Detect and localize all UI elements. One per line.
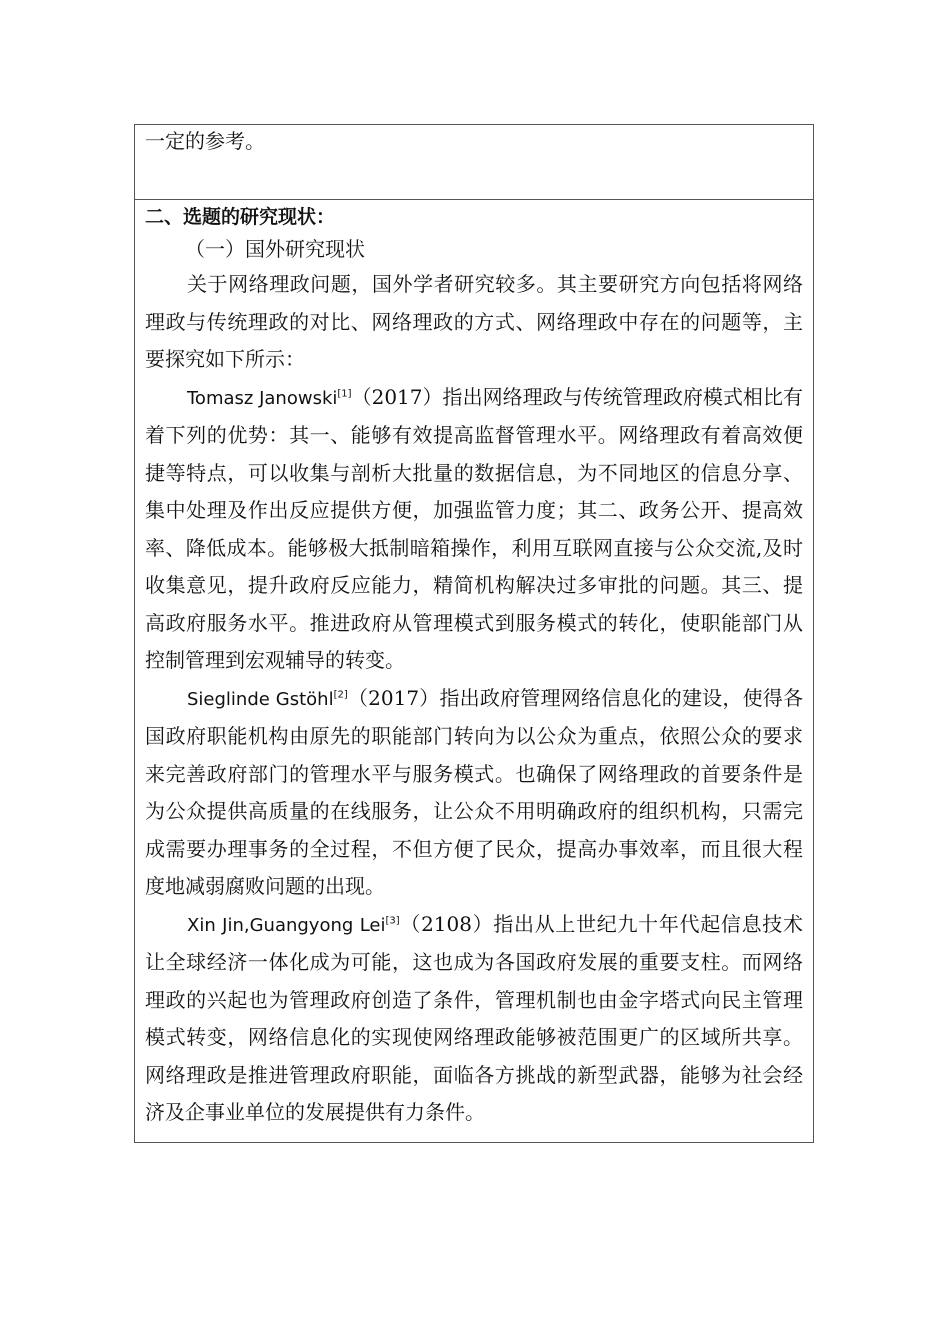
table-cell-previous (135, 125, 813, 200)
intro-paragraph: 关于网络理政问题，国外学者研究较多。其主要研究方向包括将网络理政与传统理政的对比、网络理政的方式、网络理政中存在的问题等，主要探究如下所示： (145, 272, 803, 371)
paragraph-text: （2017）指出网络理政与传统管理政府模式相比有着下列的优势：其一、能够有效提高监督管理水平。网络理政有着高效便捷等特点，可以收集与剖析大批量的数据信息，为不同地区的信息分享、集中处理及作出反应提供方便，加强监管力度；其二、政务公开、提高效率、降低成本。能够极大抵制暗箱操作，利用互联网直接与公众交流,及时收集意见，提升政府反应能力，精简机构解决过多审批的问题。其三、提高政府服务水平。推进政府从管理模式到服务模式的转化，使职能部门从控制管理到宏观辅导的转变。 (145, 384, 803, 672)
paragraph-text: （2017）指出政府管理网络信息化的建设，使得各国政府职能机构由原先的职能部门转向为以公众为重点，依照公众的要求来完善政府部门的管理水平与服务模式。也确保了网络理政的首要条件是为公众提供高质量的在线服务，让公众不用明确政府的组织机构，只需完成需要办理事务的全过程，不但方便了民众，提高办事效率，而且很大程度地减弱腐败问题的出现。 (145, 685, 803, 898)
citation-ref: [2] (333, 688, 348, 700)
paragraph-gstohl (145, 680, 803, 906)
author-name: Xin Jin,Guangyong Lei (187, 914, 386, 936)
proposal-table (134, 124, 814, 1143)
previous-section-tail: 一定的参考。 (145, 129, 265, 153)
citation-ref: [3] (385, 914, 400, 926)
author-name: Sieglinde Gstöhl (187, 688, 334, 710)
paragraph-jin-lei (145, 906, 803, 1132)
citation-ref: [1] (337, 387, 352, 399)
paragraph-janowski (145, 379, 803, 680)
table-cell-research-status (135, 200, 813, 1142)
subsection-heading: （一）国外研究现状 (185, 237, 365, 261)
paragraph-text: （2108）指出从上世纪九十年代起信息技术让全球经济一体化成为可能，这也成为各国政府发展的重要支柱。而网络理政的兴起也为管理政府创造了条件，管理机制也由金字塔式向民主管理模式转变，网络信息化的实现使网络理政能够被范围更广的区域所共享。网络理政是推进管理政府职能，面临各方挑战的新型武器，能够为社会经济及企事业单位的发展提供有力条件。 (145, 911, 803, 1124)
section-heading: 二、选题的研究现状： (145, 206, 336, 228)
author-name: Tomasz Janowski (187, 387, 338, 409)
